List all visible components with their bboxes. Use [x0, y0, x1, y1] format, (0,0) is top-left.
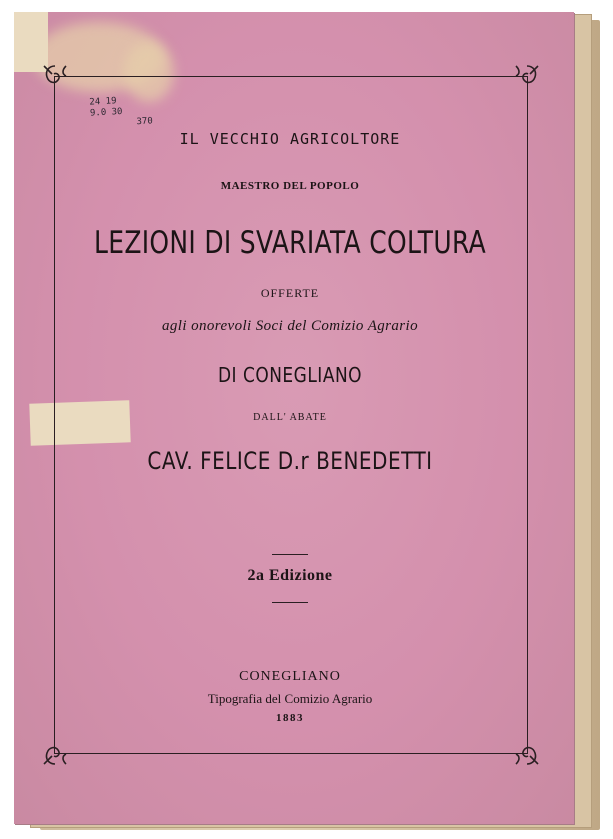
by-line: DALL' ABATE	[253, 412, 327, 423]
place-line: DI CONEGLIANO	[217, 364, 363, 388]
pencil-note-a: 24 19	[89, 96, 117, 108]
pencil-note-b: 9.0 30	[89, 106, 123, 119]
imprint-city: CONEGLIANO	[239, 669, 341, 684]
corner-ornament-icon	[512, 738, 542, 768]
imprint-printer: Tipografia del Comizio Agrario	[207, 691, 373, 706]
edition-label: 2a Edizione	[247, 567, 333, 584]
book-cover	[14, 12, 574, 824]
divider-top	[272, 554, 308, 555]
imprint-year: 1883	[276, 712, 304, 724]
subtitle-line: MAESTRO DEL POPOLO	[220, 180, 360, 192]
pencil-note-c: 370	[136, 116, 154, 128]
offerte-line: OFFERTE	[260, 286, 320, 300]
book-title: LEZIONI DI SVARIATA COLTURA	[94, 224, 486, 261]
corner-ornament-icon	[40, 738, 70, 768]
corner-ornament-icon	[512, 62, 542, 92]
divider-bottom	[272, 602, 308, 603]
series-line: IL VECCHIO AGRICOLTORE	[179, 130, 401, 148]
dedication-line: agli onorevoli Soci del Comizio Agrario	[161, 318, 418, 334]
corner-ornament-icon	[40, 62, 70, 92]
author-name: CAV. FELICE D.r BENEDETTI	[147, 446, 433, 475]
